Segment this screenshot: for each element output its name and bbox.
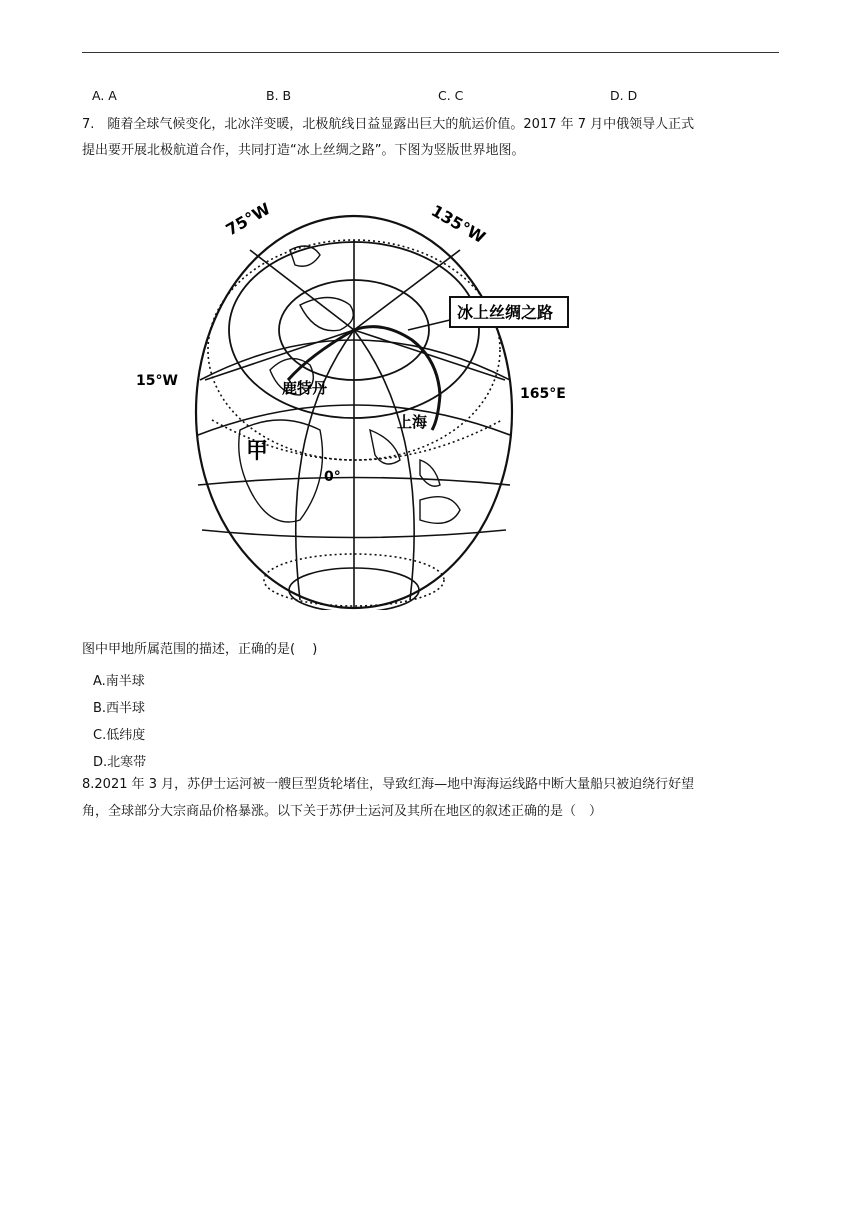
city-rotterdam-label: 鹿特丹 [282, 379, 328, 397]
label-135w: 135°W [428, 201, 489, 247]
question-7-stem-line2: 提出要开展北极航道合作，共同打造“冰上丝绸之路”。下图为竖版世界地图。 [82, 143, 525, 158]
city-shanghai-label: 上海 [397, 413, 428, 431]
asia-island-shape [420, 460, 440, 486]
choice-b[interactable]: B.西半球 [93, 701, 146, 716]
label-15w: 15°W [136, 373, 178, 389]
meridian-e [354, 330, 505, 380]
previous-question-options [92, 88, 792, 106]
arctic-land-shape [300, 298, 353, 331]
choice-d[interactable]: D.北寒带 [93, 755, 147, 770]
option-c: C. C [438, 88, 464, 103]
option-d: D. D [610, 88, 638, 103]
question-7-prompt: 图中甲地所属范围的描述，正确的是( ) [82, 642, 318, 657]
choice-c[interactable]: C.低纬度 [93, 728, 146, 743]
meridian-right [354, 330, 414, 600]
label-75w: 75°W [222, 199, 274, 240]
label-zero-degree: 0° [324, 469, 341, 485]
option-a: A. A [92, 88, 117, 103]
choice-a[interactable]: A.南半球 [93, 674, 145, 689]
header-rule [82, 52, 779, 53]
question-7-stem-line1: 7. 随着全球气候变化，北冰洋变暖，北极航线日益显露出巨大的航运价值。2017 年 7 月中俄领导人正式 [82, 117, 695, 132]
meridian-nw [250, 250, 354, 330]
place-jia-label: 甲 [246, 439, 269, 464]
question-8-stem-line2: 角，全球部分大宗商品价格暴涨。以下关于苏伊士运河及其所在地区的叙述正确的是（ ） [82, 804, 603, 819]
meridian-ne [354, 250, 460, 330]
callout-text: 冰上丝绸之路 [457, 303, 554, 322]
option-b: B. B [266, 88, 292, 103]
australia-shape [420, 497, 460, 524]
question-8-stem-line1: 8.2021 年 3 月，苏伊士运河被一艘巨型货轮堵住，导致红海—地中海海运线路中断大量船只被迫绕行好望 [82, 777, 695, 792]
world-map-figure [120, 180, 590, 610]
meridian-left [296, 330, 354, 600]
africa-shape [239, 420, 323, 522]
label-165e: 165°E [520, 386, 566, 402]
